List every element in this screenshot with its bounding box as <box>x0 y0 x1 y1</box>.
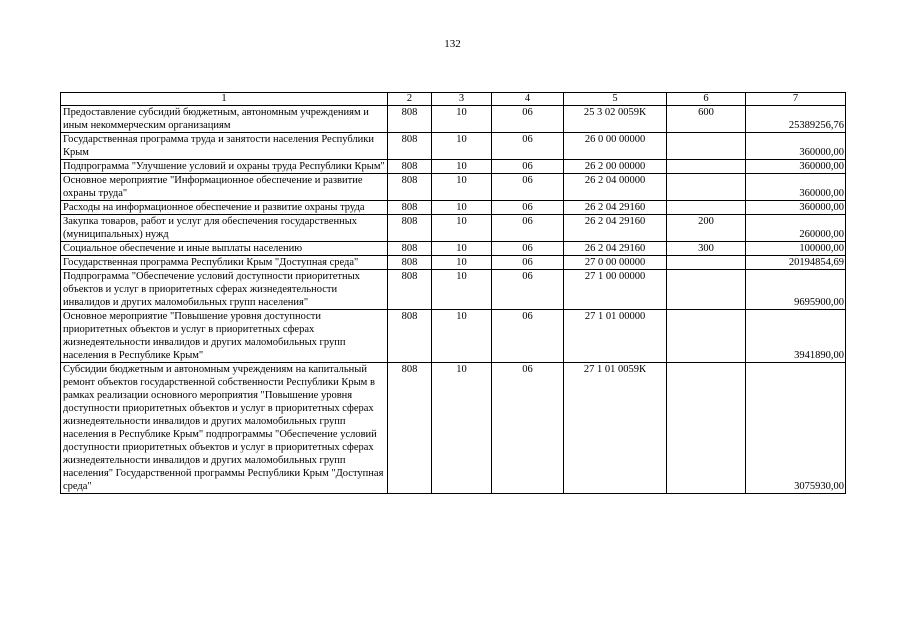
section-code: 10 <box>432 215 492 242</box>
amount: 360000,00 <box>746 201 846 215</box>
header-cell: 3 <box>432 93 492 106</box>
target-code: 25 3 02 0059К <box>564 106 667 133</box>
amount: 9695900,00 <box>746 270 846 310</box>
target-code: 26 2 04 29160 <box>564 242 667 256</box>
subsection-code: 06 <box>492 242 564 256</box>
table-row <box>61 215 846 242</box>
admin-code: 808 <box>388 201 432 215</box>
section-code: 10 <box>432 201 492 215</box>
subsection-code: 06 <box>492 106 564 133</box>
item-name: Основное мероприятие "Повышение уровня доступности приоритетных объектов и услуг в приоритетных сферах жизнедеятельности инвалидов и других маломобильных групп населения в Республике Крым" <box>61 310 388 363</box>
admin-code: 808 <box>388 174 432 201</box>
expense-type-code <box>667 174 746 201</box>
admin-code: 808 <box>388 363 432 494</box>
section-code: 10 <box>432 256 492 270</box>
subsection-code: 06 <box>492 133 564 160</box>
amount: 25389256,76 <box>746 106 846 133</box>
expense-type-code <box>667 363 746 494</box>
budget-table <box>60 92 846 494</box>
section-code: 10 <box>432 270 492 310</box>
target-code: 26 2 00 00000 <box>564 160 667 174</box>
expense-type-code <box>667 133 746 160</box>
admin-code: 808 <box>388 160 432 174</box>
item-name: Закупка товаров, работ и услуг для обеспечения государственных (муниципальных) нужд <box>61 215 388 242</box>
admin-code: 808 <box>388 256 432 270</box>
header-cell: 1 <box>61 93 388 106</box>
item-name: Основное мероприятие "Информационное обеспечение и развитие охраны труда" <box>61 174 388 201</box>
target-code: 27 1 01 00000 <box>564 310 667 363</box>
target-code: 26 2 04 29160 <box>564 215 667 242</box>
table-row <box>61 310 846 363</box>
section-code: 10 <box>432 363 492 494</box>
amount: 20194854,69 <box>746 256 846 270</box>
table-row <box>61 160 846 174</box>
admin-code: 808 <box>388 106 432 133</box>
table-row <box>61 270 846 310</box>
section-code: 10 <box>432 242 492 256</box>
target-code: 27 0 00 00000 <box>564 256 667 270</box>
header-cell: 6 <box>667 93 746 106</box>
amount: 360000,00 <box>746 174 846 201</box>
subsection-code: 06 <box>492 215 564 242</box>
expense-type-code: 600 <box>667 106 746 133</box>
table-row <box>61 242 846 256</box>
table-row <box>61 363 846 494</box>
amount: 360000,00 <box>746 133 846 160</box>
subsection-code: 06 <box>492 160 564 174</box>
admin-code: 808 <box>388 242 432 256</box>
subsection-code: 06 <box>492 201 564 215</box>
item-name: Государственная программа труда и занятости населения Республики Крым <box>61 133 388 160</box>
expense-type-code: 200 <box>667 215 746 242</box>
item-name: Предоставление субсидий бюджетным, автономным учреждениям и иным некоммерческим организациям <box>61 106 388 133</box>
amount: 260000,00 <box>746 215 846 242</box>
target-code: 26 0 00 00000 <box>564 133 667 160</box>
amount: 3075930,00 <box>746 363 846 494</box>
section-code: 10 <box>432 310 492 363</box>
amount: 100000,00 <box>746 242 846 256</box>
admin-code: 808 <box>388 310 432 363</box>
subsection-code: 06 <box>492 310 564 363</box>
item-name: Подпрограмма "Обеспечение условий доступности приоритетных объектов и услуг в приоритетных сферах жизнедеятельности инвалидов и других маломобильных групп населения" <box>61 270 388 310</box>
admin-code: 808 <box>388 270 432 310</box>
section-code: 10 <box>432 174 492 201</box>
expense-type-code <box>667 201 746 215</box>
subsection-code: 06 <box>492 174 564 201</box>
expense-type-code <box>667 310 746 363</box>
item-name: Расходы на информационное обеспечение и развитие охраны труда <box>61 201 388 215</box>
table-row <box>61 174 846 201</box>
item-name: Государственная программа Республики Крым "Доступная среда" <box>61 256 388 270</box>
expense-type-code <box>667 256 746 270</box>
target-code: 26 2 04 29160 <box>564 201 667 215</box>
header-cell: 2 <box>388 93 432 106</box>
expense-type-code <box>667 270 746 310</box>
admin-code: 808 <box>388 215 432 242</box>
header-row <box>61 93 846 106</box>
section-code: 10 <box>432 133 492 160</box>
item-name: Подпрограмма "Улучшение условий и охраны труда Республики Крым" <box>61 160 388 174</box>
table-row <box>61 133 846 160</box>
page-number: 132 <box>444 38 461 50</box>
item-name: Субсидии бюджетным и автономным учреждениям на капитальный ремонт объектов государственной собственности Республики Крым в рамках реализации основного мероприятия "Повышение уровня доступности приоритетных объектов и услуг в приоритетных сферах жизнедеятельности инвалидов и других маломобильных групп населения в Республике Крым" подпрограммы "Обеспечение условий доступности приоритетных объектов и услуг в приоритетных сферах жизнедеятельности инвалидов и других маломобильных групп населения" Государственной программы Республики Крым "Доступная среда" <box>61 363 388 494</box>
subsection-code: 06 <box>492 270 564 310</box>
header-cell: 7 <box>746 93 846 106</box>
table-row <box>61 201 846 215</box>
amount: 3941890,00 <box>746 310 846 363</box>
admin-code: 808 <box>388 133 432 160</box>
section-code: 10 <box>432 160 492 174</box>
subsection-code: 06 <box>492 256 564 270</box>
section-code: 10 <box>432 106 492 133</box>
table-row <box>61 256 846 270</box>
target-code: 26 2 04 00000 <box>564 174 667 201</box>
expense-type-code <box>667 160 746 174</box>
item-name: Социальное обеспечение и иные выплаты населению <box>61 242 388 256</box>
header-cell: 4 <box>492 93 564 106</box>
amount: 360000,00 <box>746 160 846 174</box>
target-code: 27 1 00 00000 <box>564 270 667 310</box>
header-cell: 5 <box>564 93 667 106</box>
table-row <box>61 106 846 133</box>
target-code: 27 1 01 0059К <box>564 363 667 494</box>
expense-type-code: 300 <box>667 242 746 256</box>
subsection-code: 06 <box>492 363 564 494</box>
